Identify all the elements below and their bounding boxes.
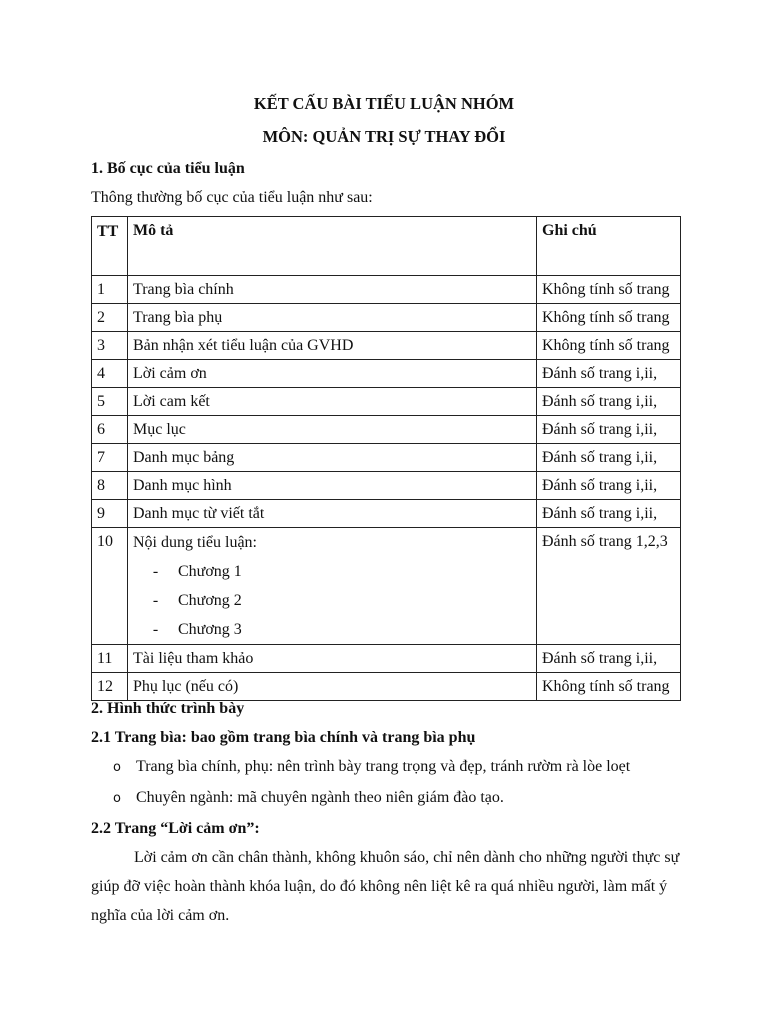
table-row [92, 645, 681, 673]
row-description: Trang bìa chính [128, 276, 537, 304]
table-row [92, 528, 681, 645]
table-row [92, 444, 681, 472]
section-2-1-heading: 2.1 Trang bìa: bao gồm trang bìa chính và trang bìa phụ [91, 729, 476, 746]
row-note: Đánh số trang i,ii, [537, 360, 681, 388]
table-row [92, 416, 681, 444]
table-row [92, 472, 681, 500]
row-note: Đánh số trang i,ii, [537, 388, 681, 416]
table-row [92, 673, 681, 701]
row-number: 2 [92, 304, 128, 332]
section-2-2-heading: 2.2 Trang “Lời cảm ơn”: [91, 820, 260, 837]
row-note: Không tính số trang [537, 304, 681, 332]
document-title: KẾT CẤU BÀI TIỂU LUẬN NHÓM [253, 94, 515, 113]
row-note: Không tính số trang [537, 332, 681, 360]
row-note: Đánh số trang i,ii, [537, 645, 681, 673]
chapter-label: Chương 2 [178, 592, 242, 609]
table-row [92, 388, 681, 416]
chapter-item: - Chương 2 [152, 592, 242, 609]
row-note: Đánh số trang i,ii, [537, 500, 681, 528]
subject-title: MÔN: QUẢN TRỊ SỰ THAY ĐỔI [262, 127, 506, 146]
section-1-heading: 1. Bố cục của tiểu luận [91, 160, 245, 177]
row-description: Mục lục [128, 416, 537, 444]
row-note: Không tính số trang [537, 276, 681, 304]
row-number: 4 [92, 360, 128, 388]
chapter-label: Chương 3 [178, 621, 242, 638]
row-description-content [128, 528, 537, 645]
table-row [92, 304, 681, 332]
bullet-text: Chuyên ngành: mã chuyên ngành theo niên giám đào tạo. [136, 789, 504, 806]
section-1-intro: Thông thường bố cục của tiểu luận như sau: [91, 189, 373, 206]
row-description: Tài liệu tham khảo [128, 645, 537, 673]
row-number: 9 [92, 500, 128, 528]
row-note: Đánh số trang i,ii, [537, 416, 681, 444]
row-description: Lời cảm ơn [128, 360, 537, 388]
row-number: 3 [92, 332, 128, 360]
row-note: Không tính số trang [537, 673, 681, 701]
bullet-text: Trang bìa chính, phụ: nên trình bày trang trọng và đẹp, tránh rườm rà lòe loẹt [136, 758, 631, 775]
row-number: 11 [92, 645, 128, 673]
row-note: Đánh số trang i,ii, [537, 444, 681, 472]
row-note: Đánh số trang 1,2,3 [537, 528, 681, 645]
row-number: 8 [92, 472, 128, 500]
row-number: 1 [92, 276, 128, 304]
chapter-item: - Chương 1 [152, 563, 242, 580]
row-number: 6 [92, 416, 128, 444]
table-row [92, 500, 681, 528]
bullet-circle-icon: o [113, 791, 121, 806]
row-description: Danh mục hình [128, 472, 537, 500]
chapter-item: - Chương 3 [152, 621, 242, 638]
row-description: Nội dung tiểu luận: [133, 534, 257, 551]
row-description: Danh mục từ viết tắt [128, 500, 537, 528]
row-number: 10 [92, 528, 128, 645]
row-description: Danh mục bảng [128, 444, 537, 472]
bullet-item [113, 758, 630, 776]
thanks-paragraph: Lời cảm ơn cần chân thành, không khuôn sáo, chỉ nên dành cho những người thực sự giúp đỡ việc hoàn thành khóa luận, do đó không nên liệt kê ra quá nhiều người, làm mất ý nghĩa của lời cảm ơn. [91, 849, 680, 924]
table-header-row [92, 217, 681, 276]
row-description: Lời cam kết [128, 388, 537, 416]
header-note: Ghi chú [537, 217, 681, 276]
header-tt: TT [92, 217, 128, 276]
chapter-label: Chương 1 [178, 563, 242, 580]
structure-table [91, 216, 681, 701]
row-number: 5 [92, 388, 128, 416]
row-description: Trang bìa phụ [128, 304, 537, 332]
row-number: 12 [92, 673, 128, 701]
table-row [92, 332, 681, 360]
row-description: Bản nhận xét tiểu luận của GVHD [128, 332, 537, 360]
table-row [92, 276, 681, 304]
section-2-heading: 2. Hình thức trình bày [91, 700, 245, 717]
header-description: Mô tả [128, 217, 537, 276]
bullet-circle-icon: o [113, 760, 121, 775]
bullet-item [113, 789, 504, 807]
row-description: Phụ lục (nếu có) [128, 673, 537, 701]
table-row [92, 360, 681, 388]
row-note: Đánh số trang i,ii, [537, 472, 681, 500]
row-number: 7 [92, 444, 128, 472]
